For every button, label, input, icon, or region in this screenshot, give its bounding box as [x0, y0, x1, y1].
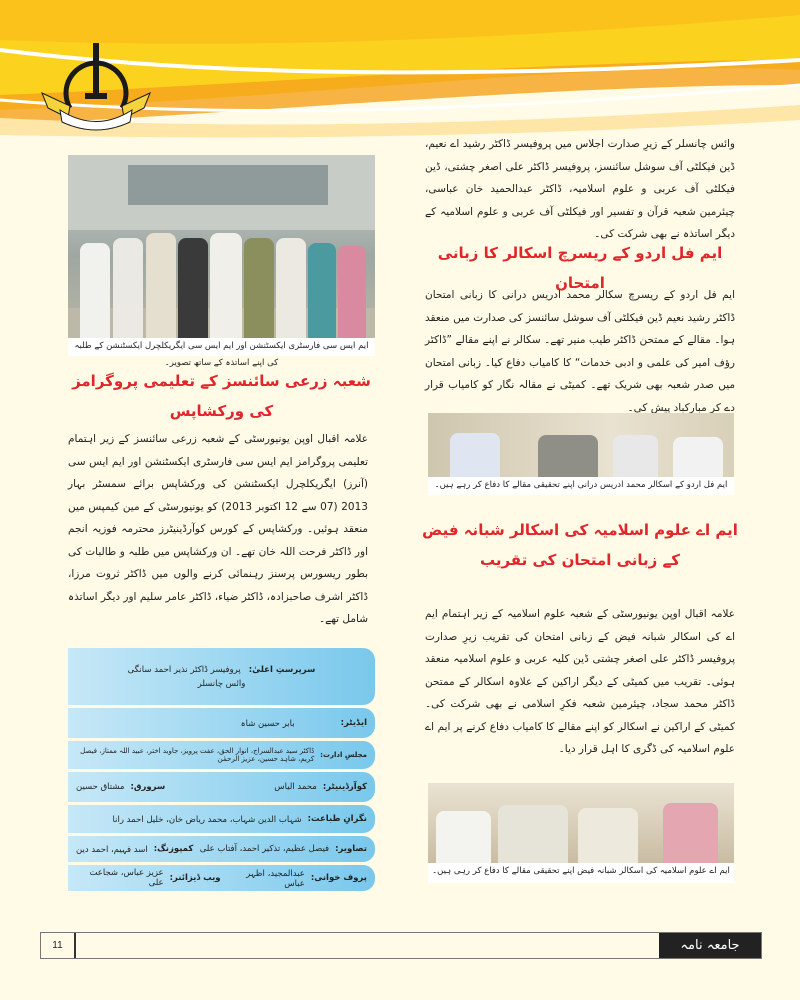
editorial-credits-box: [68, 648, 375, 891]
workshops-paragraph: علامہ اقبال اوپن یونیورسٹی کے شعبہ زرعی سائنسز کے زیر اہتمام تعلیمی پروگرامز ایم ایس سی فارسٹری ایکسٹنشن اور ایم ایس سی (آنرز) ایگریکلچرل ایکسٹنشن کی ورکشاپس برائے سمسٹر بہار 2013 (07 سے 12 اکتوبر 2013) کو یونیورسٹی کے مین کیمپس میں منعقد ہوئیں۔ ورکشاپس کے کورس کوآرڈینیٹرز محترمہ فوزیہ انجم اور ڈاکٹر فرحت اللہ خان تھے۔ ان ورکشاپس میں طلبہ و طالبات کی بطور ریسورس پرسنز رہنمائی کرنے والوں میں ڈاکٹر ثروت مرزا، ڈاکٹر اشرف صاحبزادہ، ڈاکٹر ضیاء، ڈاکٹر عامر سلیم اور دیگر اساتذہ شامل تھے۔: [68, 433, 368, 625]
coordinator-name: محمد الیاس: [274, 782, 317, 792]
composing-names: اسد فہیم، احمد دین: [76, 844, 148, 855]
viva-photo-urdu-caption: ایم فل اردو کے اسکالر محمد ادریس درانی اپنے تحقیقی مقالے کا دفاع کر رہے ہیں۔: [428, 477, 734, 495]
mphil-urdu-paragraph: ایم فل اردو کے ریسرچ سکالر محمد ادریس درانی کا زبانی امتحان ڈاکٹر رشید نعیم ڈین فیکلٹی آف سوشل سائنسز کی صدارت میں منعقد ہوا۔ مقالے کے ممتحن ڈاکٹر طیب منیر تھے۔ سکالر نے اپنے مقالے ”ڈاکٹر رؤف امیر کی علمی و ادبی خدمات“ کا کامیاب دفاع کیا۔ زبانی امتحان میں صدر شعبہ بھی شریک تھے۔ کمیٹی نے مقالہ نگار کو کامیاب قرار دے کر مبارکباد پیش کی۔: [425, 289, 735, 414]
editor-label: ایڈیٹر:: [340, 718, 367, 728]
credit-row-printing: [68, 805, 375, 833]
web-names: عزیز عباس، شجاعت علی: [89, 868, 164, 888]
composing-label: کمپوزنگ:: [153, 844, 194, 854]
mphil-urdu-heading: ایم فل اردو کے ریسرچ اسکالر کا زبانی امتحان: [437, 244, 723, 292]
page-number: 11: [41, 933, 76, 958]
proof-names: عبدالمجید، اظہر عباس: [246, 868, 305, 889]
editor-name: بابر حسین شاہ: [240, 718, 295, 729]
viva-photo-islamic-caption: ایم اے علوم اسلامیہ کی اسکالر شبانہ فیض اپنے تحقیقی مقالے کا دفاع کر رہی ہیں۔: [428, 863, 734, 883]
board-names: ڈاکٹر سید عبدالسراج، انوار الحق، عفت پرویز، جاوید اختر، عبید اللہ ممتاز، فیصل کریم، شاہد حسین، عزیز الرحمٰن: [80, 747, 315, 763]
credit-row-proof: [68, 865, 375, 891]
credit-row-editor: [68, 708, 375, 738]
credit-row-coordinator: [68, 772, 375, 802]
publication-name: جامعہ نامہ: [659, 933, 761, 958]
workshops-heading: شعبہ زرعی سائنسز کے تعلیمی پروگرامز کی ورکشاپس: [72, 372, 371, 420]
cover-label: سرورق:: [130, 782, 166, 792]
print-label: نگرانِ طباعت:: [307, 814, 367, 824]
cover-name: مشتاق حسین: [76, 782, 125, 792]
patron-title: وائس چانسلر: [197, 678, 246, 689]
patron-label: سرپرستِ اعلیٰ:: [248, 664, 316, 675]
print-names: شہاب الدین شہاب، محمد ریاض خان، خلیل احمد رانا: [112, 814, 302, 825]
group-photo: [68, 155, 375, 338]
group-photo-caption: ایم ایس سی فارسٹری ایکسٹنشن اور ایم ایس سی ایگریکلچرل ایکسٹنشن کے طلبہ کی اپنے اساتذہ کے ساتھ تصویر۔: [68, 338, 375, 356]
patron-name: پروفیسر ڈاکٹر نذیر احمد سانگی: [127, 664, 241, 675]
photos-names: فیصل عظیم، تذکیر احمد، آفتاب علی: [199, 844, 330, 854]
web-label: ویب ڈیزائنر:: [169, 873, 221, 883]
viva-photo-islamic: [428, 783, 734, 863]
header-banner: [0, 0, 800, 140]
credit-row-patron: [68, 648, 375, 705]
intro-paragraph: وائس چانسلر کے زیرِ صدارت اجلاس میں پروفیسر ڈاکٹر رشید اے نعیم، ڈین فیکلٹی آف سوشل سائنسز، پروفیسر ڈاکٹر علی اصغر چشتی، ڈین فیکلٹی آف عربی و علوم اسلامیہ، ڈاکٹر عبدالحمید خان عباسی، چیئرمین شعبہ قرآن و تفسیر اور فیکلٹی آف عربی و علوم اسلامیہ کے دیگر اساتذہ نے بھی شرکت کی۔: [425, 138, 735, 240]
coordinator-label: کوآرڈینیٹر:: [322, 782, 367, 792]
proof-label: پروف خوانی:: [310, 873, 367, 883]
viva-photo-urdu: [428, 413, 734, 477]
board-label: مجلسِ ادارت:: [320, 751, 367, 759]
photos-label: تصاویر:: [335, 844, 367, 854]
credit-row-photos: [68, 836, 375, 862]
credit-row-board: [68, 741, 375, 769]
ma-islamic-heading: ایم اے علوم اسلامیہ کی اسکالر شبانہ فیض کے زبانی امتحان کی تقریب: [422, 521, 738, 569]
ma-islamic-paragraph: علامہ اقبال اوپن یونیورسٹی کے شعبہ علوم اسلامیہ کے زیر اہتمام ایم اے کی اسکالر شبانہ فیض کے زبانی امتحان کی تقریب زیرِ صدارت پروفیسر ڈاکٹر علی اصغر چشتی ڈین کلیہ عربی و علوم اسلامیہ منعقد ہوئی۔ تقریب میں کمیٹی کے دیگر اراکین کے علاوہ اسکالر کے ممتحن ڈاکٹر محمد سجاد، چیئرمین شعبہ فکرِ اسلامی نے بھی شرکت کی۔ کمیٹی کے اراکین نے اسکالر کو اپنے مقالے کا کامیاب دفاع کرنے پر ایم اے علوم اسلامیہ کی ڈگری کا اہل قرار دیا۔: [425, 608, 735, 755]
university-logo: [40, 38, 152, 133]
footer-bar: [40, 932, 762, 959]
